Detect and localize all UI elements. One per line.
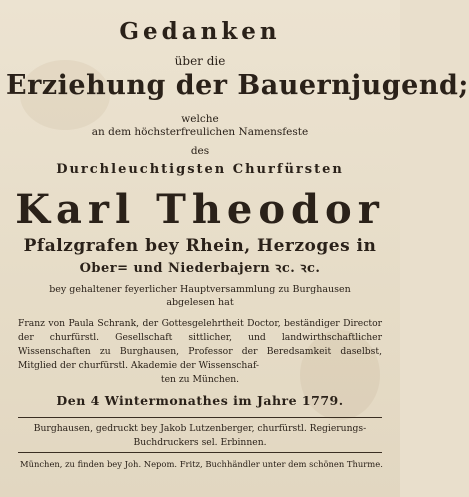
title-line-1: Gedanken bbox=[119, 18, 281, 45]
divider-rule bbox=[18, 452, 382, 453]
printer-imprint: Burghausen, gedruckt bey Jakob Lutzenberger, churfürstl. Regierungs-Buchdruckers sel. Erbinnen. bbox=[33, 423, 367, 448]
divider-rule bbox=[18, 417, 382, 418]
title-line-2: über die bbox=[174, 54, 226, 68]
author-text-last: ten zu München. bbox=[160, 374, 240, 385]
title-line-7: Durchleuchtigsten Churfürsten bbox=[56, 162, 344, 177]
title-line-11: bey gehaltener feyerlicher Hauptversammlung zu Burghausen bbox=[49, 284, 351, 295]
bookseller-note: München, zu finden bey Joh. Nepom. Fritz, Buchhändler unter dem schönen Thurme. bbox=[20, 459, 383, 469]
title-line-4: welche bbox=[181, 113, 219, 125]
title-line-12: abgelesen hat bbox=[166, 297, 234, 308]
elector-name: Karl Theodor bbox=[15, 186, 385, 233]
author-paragraph bbox=[18, 317, 382, 387]
author-text: Franz von Paula Schrank, der Gottesgelehrtheit Doctor, beständiger Director der churfürstl. Gesellschaft sittlicher, und landwirthschaftlicher Wissenschaften zu Burghausen, Professor der Beredsamkeit daselbst, Mitglied der churfürstl. Akademie der Wissenschaf- bbox=[18, 318, 382, 371]
main-title: Erziehung der Bauernjugend; bbox=[6, 70, 469, 101]
title-line-5: an dem höchsterfreulichen Namensfeste bbox=[91, 126, 309, 138]
title-line-10: Ober= und Niederbajern ꝛc. ꝛc. bbox=[79, 261, 321, 276]
date-line: Den 4 Wintermonathes im Jahre 1779. bbox=[56, 393, 344, 408]
title-line-6: des bbox=[190, 145, 210, 157]
title-line-9: Pfalzgrafen bey Rhein, Herzoges in bbox=[23, 236, 377, 256]
